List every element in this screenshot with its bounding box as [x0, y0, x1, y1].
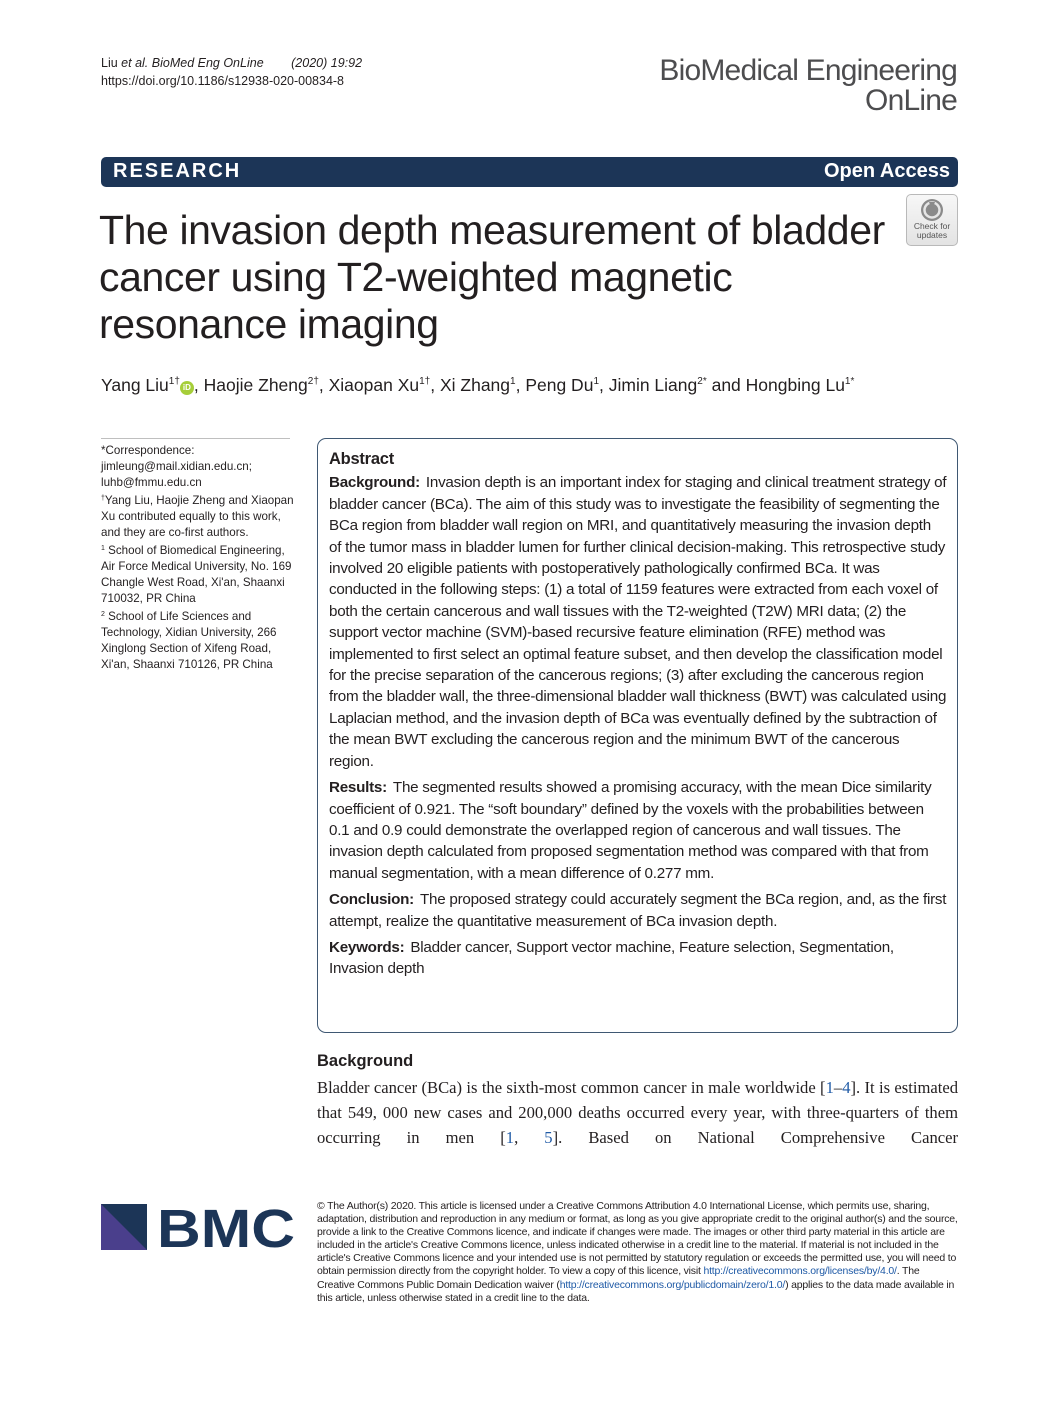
abstract-box: [317, 438, 958, 1033]
license-text: [317, 1200, 958, 1305]
author-affiliation-mark: 1: [510, 376, 516, 387]
reference-link[interactable]: 4: [842, 1078, 851, 1097]
license-text-part: © The Author(s) 2020. This article is licensed under a Creative Commons Attribution 4.0 International License, which permits use, sharing, adaptation, distribution and reproduction in any medium or format, as long as you give appropriate credit to the original author(s) and the source, provide a link to the Creative Commons licence, and indicate if changes were made. The images or other third party material in this article are included in the article's Creative Commons licence, unless indicated otherwise in a credit line to the material. If material is not included in the article's Creative Commons licence and your intended use is not permitted by statutory regulation or exceeds the permitted use, you will need to obtain permission directly from the copyright holder. To view a copy of this licence, visit: [317, 1200, 958, 1278]
author-affiliation-mark: 1*: [844, 376, 855, 387]
abstract-background: [329, 472, 947, 772]
author-name[interactable]: Jimin Liang: [608, 375, 698, 395]
abstract-results-label: Results:: [329, 779, 387, 797]
affiliation-mark: 2: [101, 611, 105, 618]
citation-authors: Liu: [101, 56, 118, 70]
author-name[interactable]: Peng Du: [525, 375, 594, 395]
citation-etal: et al.: [121, 56, 149, 70]
abstract-results-text: The segmented results showed a promising accuracy, with the mean Dice similarity coefficient of 0.921. The “soft boundary” defined by the voxels with the probabilities between 0.1 and 0.9 could demonstrate the overlapped region of cancerous and wall tissues. The invasion depth calculated from proposed segmentation method was compared with that from manual segmentation, with a mean difference of 0.277 mm.: [329, 779, 932, 882]
check-for-updates-button[interactable]: [906, 194, 958, 246]
reference-separator: ,: [514, 1128, 545, 1147]
check-updates-icon: [920, 198, 944, 222]
orcid-icon[interactable]: iD: [180, 381, 194, 395]
abstract-keywords-label: Keywords:: [329, 938, 405, 956]
bmc-logo-text: BMC: [157, 1200, 295, 1252]
public-domain-link[interactable]: http://creativecommons.org/publicdomain/zero/1.0/: [559, 1278, 786, 1291]
affiliation-text: School of Biomedical Engineering, Air Force Medical University, No. 169 Changle West Road, Xi'an, Shaanxi 710032, PR China: [101, 544, 292, 605]
journal-name-line1: BioMedical Engineering: [659, 54, 957, 87]
affiliation-mark: 1: [101, 545, 105, 552]
check-updates-line1: Check for: [913, 221, 951, 231]
author-name[interactable]: Xi Zhang: [439, 375, 511, 395]
doi-link[interactable]: https://doi.org/10.1186/s12938-020-00834-8: [101, 74, 345, 88]
abstract-conclusion: [329, 889, 947, 932]
reference-link[interactable]: 1: [825, 1078, 834, 1097]
affiliation-1: [101, 541, 296, 607]
reference-dash: –: [833, 1078, 843, 1097]
author-name[interactable]: Hongbing Lu: [745, 375, 845, 395]
reference-link[interactable]: 5: [544, 1128, 553, 1147]
affiliation-2: [101, 607, 296, 673]
research-banner: [101, 157, 958, 187]
author-affiliation-mark: 1: [593, 376, 599, 387]
reference-link[interactable]: 1: [505, 1128, 515, 1147]
sidenote-divider: [101, 438, 290, 439]
citation-line: [101, 56, 362, 70]
open-access-label: Open Access: [824, 160, 950, 182]
authors-and: and: [711, 375, 741, 395]
bmc-logo: [101, 1200, 297, 1252]
background-text: ]. It is estimated that 549, 000 new cases and 200,000 deaths occurred every year, with three-quarters of them occurring in men [: [317, 1078, 958, 1147]
author-affiliation-mark: 1†: [419, 376, 431, 387]
author-affiliation-mark: 2*: [697, 376, 707, 387]
check-updates-text: [907, 222, 957, 240]
background-text: ]. Based on National Comprehensive Cancer: [552, 1128, 959, 1147]
citation-journal: BioMed Eng OnLine: [151, 56, 264, 70]
article-title: The invasion depth measurement of bladder cancer using T2-weighted magnetic resonance imaging: [99, 207, 885, 347]
abstract-conclusion-label: Conclusion:: [329, 891, 414, 909]
affiliation-text: School of Life Sciences and Technology, Xidian University, 266 Xinglong Section of Xifeng Road, Xi'an, Shaanxi 710126, PR China: [101, 610, 277, 671]
license-text-part: ) applies to the data made available in this article, unless otherwise stated in a credit line to the data.: [317, 1278, 955, 1304]
journal-name: [659, 56, 957, 116]
abstract-background-text: Invasion depth is an important index for staging and clinical treatment strategy of bladder cancer (BCa). The aim of this study was to investigate the feasibility of segmenting the BCa region from bladder wall region on MRI, and quantitatively measuring the invasion depth of the tumor mass in bladder lumen for further clinical decision-making. This retrospective study involved 20 eligible patients with postoperatively pathologically confirmed BCa. It was conducted in the following steps: (1) a total of 1159 features were extracted from each voxel of both the certain cancerous and wall tissues with the T2-weighted (T2W) MRI data; (2) the support vector machine (SVM)-based recursive feature elimination (RFE) method was implemented to first select an optimal feature subset, and then develop the classification model for the precise separation of the cancerous regions; (3) after excluding the cancerous region from the bladder wall, the three-dimensional bladder wall thickness (BWT) was calculated using Laplacian method, and the invasion depth of BCa was eventually defined by the subtraction of the mean BWT excluding the cancerous region and the minimum BWT of the cancerous region.: [329, 474, 947, 770]
research-label: RESEARCH: [113, 160, 242, 182]
contribution-text: Yang Liu, Haojie Zheng and Xiaopan Xu contributed equally to this work, and they are co-first authors.: [101, 494, 294, 539]
contribution-mark: †: [101, 495, 105, 502]
author-affiliation-mark: 2†: [307, 376, 319, 387]
contribution-note: [101, 491, 296, 541]
journal-name-line2: OnLine: [865, 84, 957, 117]
sidenotes: [101, 443, 296, 673]
background-heading: Background: [317, 1052, 414, 1070]
check-updates-line2: updates: [916, 230, 948, 240]
abstract-results: [329, 777, 947, 884]
abstract-keywords: [329, 937, 947, 980]
background-text: Bladder cancer (BCa) is the sixth-most common cancer in male worldwide [: [317, 1078, 826, 1097]
license-text-part: . The Creative Commons Public Domain Dedication waiver (: [317, 1265, 920, 1291]
author-list: Yang Liu$^{1\dagger}$iD , Haojie Zheng$^{2\dagger}$, Xiaopan $Xu^{1\dagger}$, Xi Zhang$^1$, Peng Du$^1$, Jimin Liang$^{2*}$ and Hongbing $Lu^{1*}$: [101, 375, 855, 395]
author-name[interactable]: Haojie Zheng: [203, 375, 308, 395]
author-name[interactable]: Yang Liu: [101, 375, 169, 395]
abstract-heading: Abstract: [329, 450, 394, 468]
background-paragraph: [317, 1075, 958, 1150]
correspondence: *Correspondence: jimleung@mail.xidian.edu.cn; luhb@fmmu.edu.cn: [101, 444, 252, 489]
abstract-background-label: Background:: [329, 474, 420, 492]
author-affiliation-mark: 1†: [168, 376, 180, 387]
abstract-keywords-text: Bladder cancer, Support vector machine, Feature selection, Segmentation, Invasion depth: [329, 938, 894, 978]
author-name[interactable]: Xiaopan Xu: [328, 375, 420, 395]
abstract-conclusion-text: The proposed strategy could accurately segment the BCa region, and, as the first attempt, realize the quantitative measurement of BCa invasion depth.: [329, 891, 947, 930]
citation-year: (2020) 19:92: [291, 56, 363, 70]
license-link[interactable]: http://creativecommons.org/licenses/by/4.0/: [703, 1265, 897, 1278]
